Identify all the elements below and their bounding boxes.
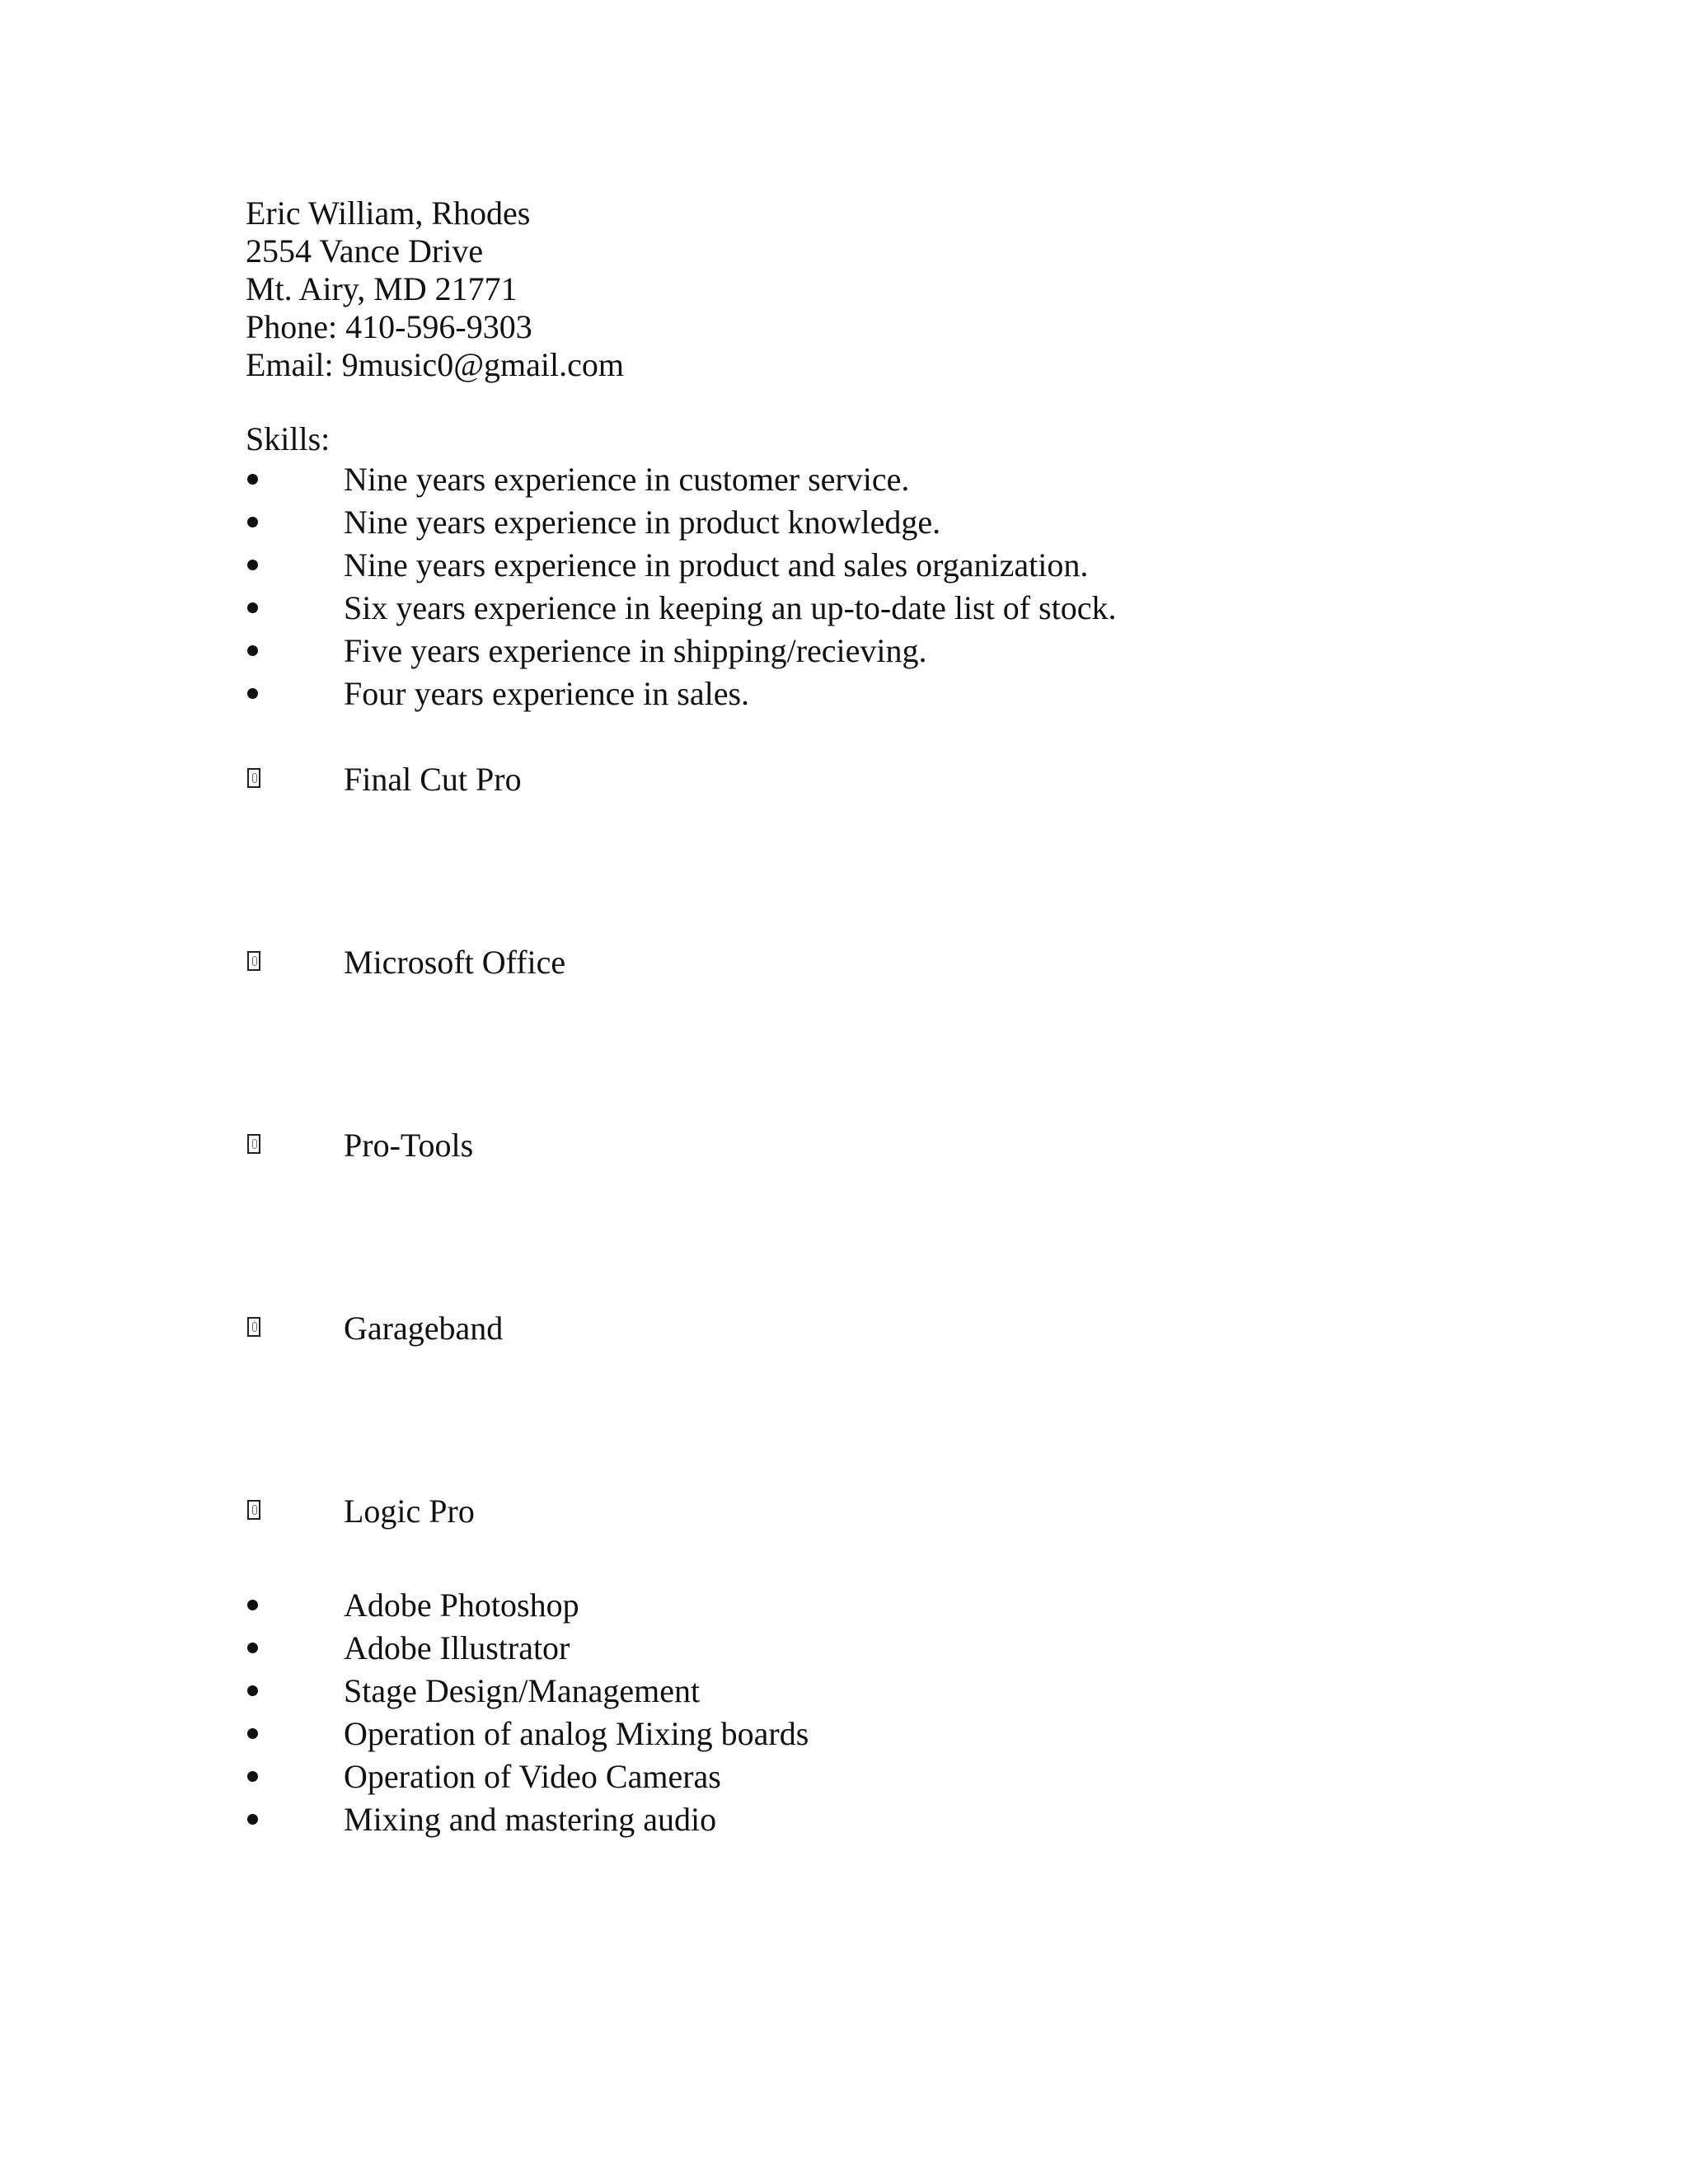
list-item-text: Operation of analog Mixing boards — [344, 1715, 809, 1752]
software-list — [246, 758, 1441, 1533]
resume-content — [246, 194, 1441, 1841]
bullet-icon — [247, 602, 258, 613]
contact-phone: Phone: 410-596-9303 — [246, 308, 532, 345]
list-item-text: Operation of Video Cameras — [344, 1758, 721, 1795]
contact-block — [246, 194, 1441, 384]
other-skills-list — [246, 1584, 1441, 1841]
list-item — [246, 1798, 1441, 1841]
list-item — [246, 1307, 1441, 1350]
bullet-icon — [247, 474, 258, 485]
bullet-icon — [247, 688, 258, 699]
list-item — [246, 458, 1441, 501]
bullet-icon — [247, 1600, 258, 1610]
list-item — [246, 587, 1441, 630]
list-item-text: Microsoft Office — [344, 944, 566, 981]
contact-name: Eric William, Rhodes — [246, 194, 531, 232]
list-item — [246, 941, 1441, 984]
bullet-icon — [247, 1643, 258, 1653]
list-item-text: Adobe Illustrator — [344, 1629, 570, 1666]
list-item — [246, 673, 1441, 715]
bullet-icon — [247, 1685, 258, 1696]
list-item — [246, 1713, 1441, 1755]
skills-heading: Skills: — [246, 420, 331, 457]
list-item — [246, 630, 1441, 673]
missing-glyph-icon — [247, 951, 260, 971]
bullet-icon — [247, 1814, 258, 1825]
missing-glyph-icon — [247, 1134, 260, 1154]
bullet-icon — [247, 1771, 258, 1782]
missing-glyph-icon — [247, 1317, 260, 1337]
list-item-text: Stage Design/Management — [344, 1672, 701, 1709]
list-item — [246, 1755, 1441, 1798]
list-item — [246, 1670, 1441, 1713]
bullet-icon — [247, 645, 258, 656]
list-item-text: Nine years experience in customer service. — [344, 461, 910, 498]
list-item-text: Nine years experience in product knowledge. — [344, 504, 941, 541]
list-item — [246, 1584, 1441, 1627]
bullet-icon — [247, 517, 258, 527]
list-item — [246, 1627, 1441, 1670]
contact-email: Email: 9music0@gmail.com — [246, 346, 624, 383]
bullet-icon — [247, 1728, 258, 1739]
list-item-text: Garageband — [344, 1310, 504, 1347]
list-item — [246, 501, 1441, 544]
list-item — [246, 1490, 1441, 1533]
list-item-text: Mixing and mastering audio — [344, 1801, 717, 1838]
list-item-text: Pro-Tools — [344, 1127, 474, 1164]
list-item-text: Nine years experience in product and sales organization. — [344, 546, 1089, 583]
list-item-text: Four years experience in sales. — [344, 675, 750, 712]
contact-city-state-zip: Mt. Airy, MD 21771 — [246, 270, 518, 307]
list-item — [246, 758, 1441, 801]
list-item-text: Six years experience in keeping an up-to-date list of stock. — [344, 589, 1117, 626]
list-item — [246, 544, 1441, 587]
list-item-text: Adobe Photoshop — [344, 1586, 579, 1624]
list-item-text: Five years experience in shipping/recieving. — [344, 632, 927, 669]
list-item-text: Logic Pro — [344, 1493, 475, 1530]
missing-glyph-icon — [247, 1500, 260, 1520]
list-item — [246, 1124, 1441, 1167]
list-item-text: Final Cut Pro — [344, 761, 522, 798]
bullet-icon — [247, 560, 258, 570]
missing-glyph-icon — [247, 768, 260, 788]
experience-list — [246, 458, 1441, 715]
contact-address: 2554 Vance Drive — [246, 232, 484, 269]
